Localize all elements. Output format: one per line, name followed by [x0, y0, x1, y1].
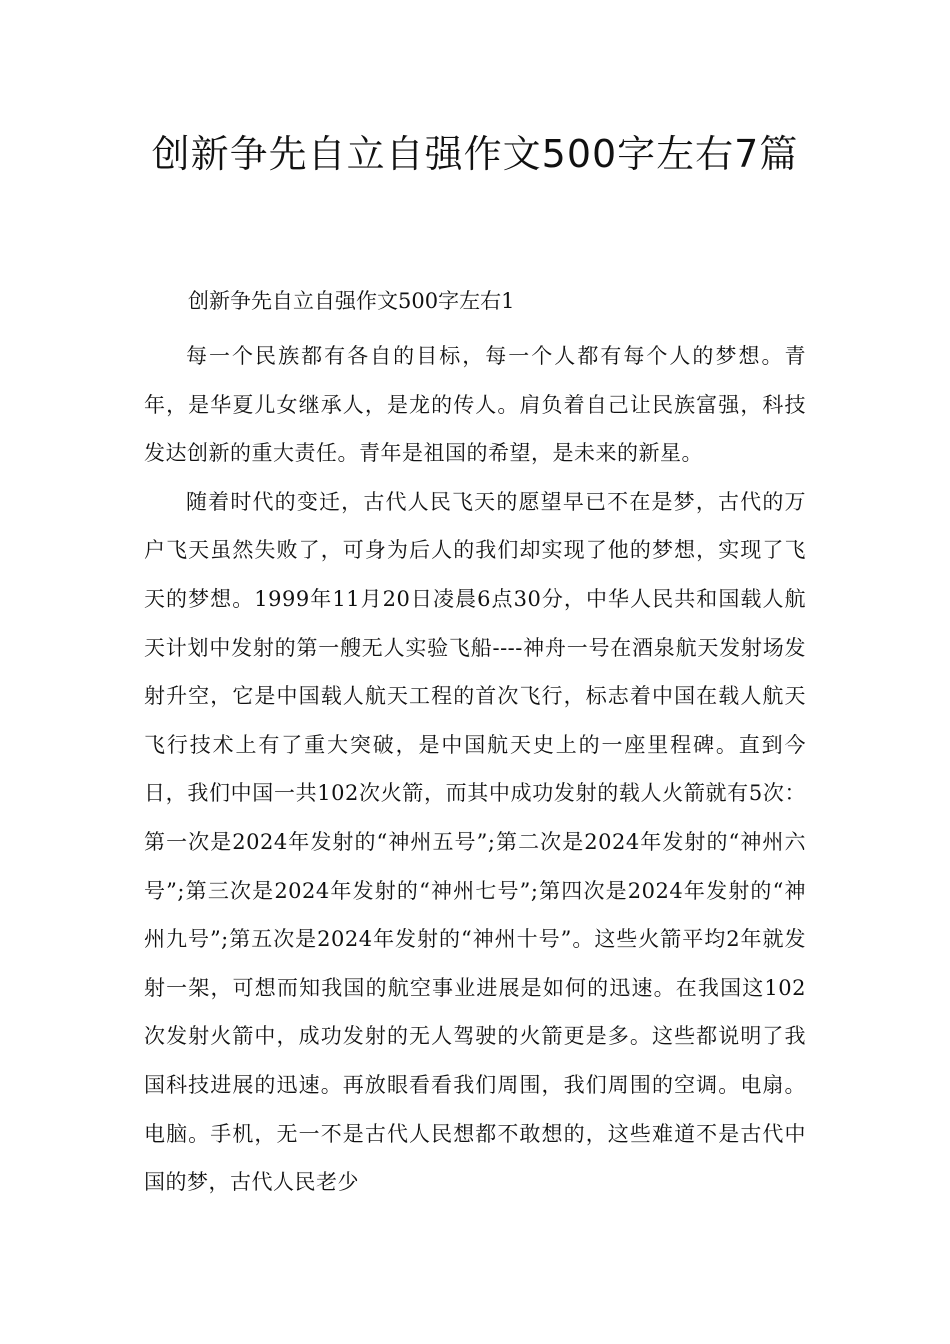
document-title: 创新争先自立自强作文500字左右7篇	[151, 132, 799, 176]
paragraph-1: 每一个民族都有各自的目标，每一个人都有每个人的梦想。青年，是华夏儿女继承人，是龙的传人。肩负着自己让民族富强，科技发达创新的重大责任。青年是祖国的希望，是未来的新星。	[144, 344, 806, 466]
article-body	[144, 284, 806, 1207]
paragraph-2: 随着时代的变迁，古代人民飞天的愿望早已不在是梦，古代的万户飞天虽然失败了，可身为后人的我们却实现了他的梦想，实现了飞天的梦想。1999年11月20日凌晨6点30分，中华人民共和国载人航天计划中发射的第一艘无人实验飞船----神舟一号在酒泉航天发射场发射升空，它是中国载人航天工程的首次飞行，标志着中国在载人航天飞行技术上有了重大突破，是中国航天史上的一座里程碑。直到今日，我们中国一共102次火箭，而其中成功发射的载人火箭就有5次：第一次是2024年发射的“神州五号”;第二次是2024年发射的“神州六号”;第三次是2024年发射的“神州七号”;第四次是2024年发射的“神州九号”;第五次是2024年发射的“神州十号”。这些火箭平均2年就发射一架，可想而知我国的航空事业进展是如何的迅速。在我国这102次发射火箭中，成功发射的无人驾驶的火箭更是多。这些都说明了我国科技进展的迅速。再放眼看看我们周围，我们周围的空调。电扇。电脑。手机，无一不是古代人民想都不敢想的，这些难道不是古代中国的梦，古代人民老少	[144, 489, 806, 1195]
section-heading: 创新争先自立自强作文500字左右1	[188, 289, 515, 313]
